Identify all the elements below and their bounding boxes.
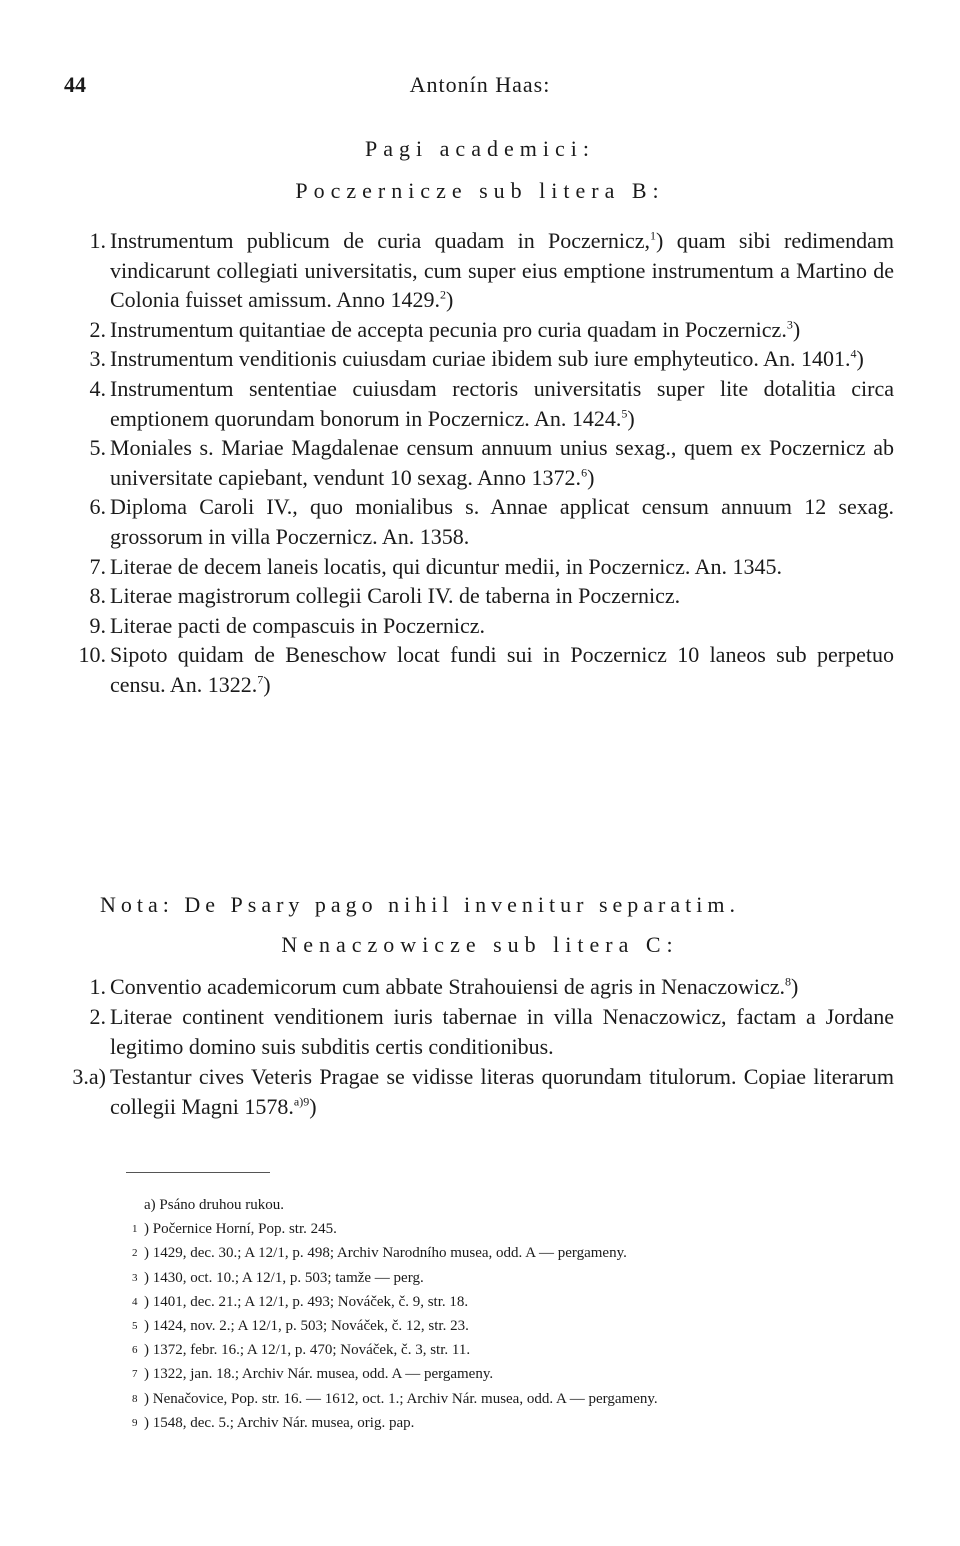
item-text: Moniales s. Mariae Magdalenae censum annuum unius sexag., quem ex Poczernicz ab universitate capiebant, vendunt 10 sexag. Anno 1372.	[110, 435, 894, 490]
item-text: ) quam sibi redimendam vindicarunt collegiati universitatis, cum super eius emptione instrumentum a Martino de Colonia fuisset amissum. Anno 1429.	[110, 228, 895, 313]
footnotes	[132, 1193, 912, 1435]
running-title: Antonín Haas:	[409, 72, 551, 97]
item-text: )	[587, 464, 595, 490]
footnote-text: ) 1322, jan. 18.; Archiv Nár. musea, odd. A — pergameny.	[144, 1366, 494, 1383]
item-text: )	[856, 346, 864, 372]
item-number: 5.	[89, 435, 106, 461]
item-number: 9.	[89, 612, 106, 638]
item-text: Instrumentum publicum de curia quadam in Poczernicz,	[110, 228, 651, 253]
list-item	[70, 611, 894, 641]
list-item	[70, 344, 894, 374]
item-text: )	[309, 1094, 317, 1119]
footnote-divider	[126, 1172, 270, 1173]
footnote-text: ) Počernice Horní, Pop. str. 245.	[144, 1221, 337, 1238]
list-item	[70, 1002, 894, 1062]
item-number: 4.	[89, 375, 106, 401]
item-text: Sipoto quidam de Beneschow locat fundi sui in Poczernicz 10 laneos sub perpetuo censu. An. 1322.	[110, 642, 894, 697]
footnote	[132, 1362, 912, 1386]
list-item	[70, 581, 894, 611]
section-heading-pagi: Pagi academici:	[365, 136, 595, 161]
item-number: 8.	[89, 583, 106, 609]
item-number: 6.	[89, 494, 106, 520]
footnote-mark: 7	[132, 1368, 138, 1381]
footnote	[132, 1266, 912, 1290]
footnote	[132, 1387, 912, 1411]
item-text: )	[791, 974, 799, 999]
item-text: Diploma Caroli IV., quo monialibus s. Annae applicat censum annuum 12 sexag. grossorum in villa Poczernicz. An. 1358.	[110, 494, 894, 549]
item-number: 10.	[78, 642, 106, 668]
item-text: Testantur cives Veteris Pragae se vidisse literas quorundam titulorum. Copiae literarum collegii Magni 1578.	[110, 1064, 894, 1119]
footnote-text: a) Psáno druhou rukou.	[144, 1197, 284, 1213]
list-item	[70, 374, 894, 433]
footnote-text: ) 1424, nov. 2.; A 12/1, p. 503; Nováček, č. 12, str. 23.	[144, 1318, 469, 1335]
footnote	[132, 1193, 912, 1217]
page-header	[0, 72, 960, 106]
footnote	[132, 1338, 912, 1362]
list-item	[70, 552, 894, 582]
nota-psary: Nota: De Psary pago nihil invenitur separatim.	[100, 892, 740, 917]
item-text: Instrumentum venditionis cuiusdam curiae ibidem sub iure emphyteutico. An. 1401.	[110, 346, 851, 372]
footnote-text: ) 1548, dec. 5.; Archiv Nár. musea, orig. pap.	[144, 1414, 415, 1431]
item-number: 3.	[89, 346, 106, 372]
footnote-mark: 8	[132, 1392, 138, 1405]
footnote-mark: 2	[132, 1247, 138, 1260]
footnote-ref: 4	[850, 347, 857, 362]
item-text: )	[792, 316, 801, 342]
item-text: Literae magistrorum collegii Caroli IV. de taberna in Poczernicz.	[110, 583, 681, 609]
footnote	[132, 1217, 912, 1241]
list-nenaczowicze	[70, 972, 894, 1122]
list-item	[70, 226, 894, 315]
footnote-text: ) 1401, dec. 21.; A 12/1, p. 493; Nováček, č. 9, str. 18.	[144, 1293, 469, 1310]
list-item	[70, 492, 894, 551]
item-text: Literae de decem laneis locatis, qui dicuntur medii, in Poczernicz. An. 1345.	[110, 553, 783, 579]
footnote-ref: 1	[650, 228, 657, 243]
footnote	[132, 1411, 912, 1435]
item-number: 2.	[89, 316, 106, 342]
footnote-ref: 7	[257, 672, 264, 687]
footnote-mark: 6	[132, 1344, 138, 1357]
item-text: Literae continent venditionem iuris tabernae in villa Nenaczowicz, factam a Jordane legitimo domino suis subditis certis conditionibus.	[110, 1004, 894, 1059]
item-text: )	[446, 287, 454, 313]
item-text: )	[263, 671, 271, 697]
footnote-text: ) 1372, febr. 16.; A 12/1, p. 470; Nováček, č. 3, str. 11.	[144, 1342, 471, 1359]
item-number: 3.a)	[72, 1064, 106, 1089]
list-item	[70, 1062, 894, 1122]
footnote-text: ) 1429, dec. 30.; A 12/1, p. 498; Archiv Narodního musea, odd. A — pergameny.	[144, 1245, 627, 1262]
footnote-ref: 3	[786, 317, 793, 332]
footnote-ref: 2	[440, 287, 446, 302]
list-item	[70, 972, 894, 1002]
list-item	[70, 640, 894, 699]
footnote	[132, 1241, 912, 1265]
footnote-text: ) 1430, oct. 10.; A 12/1, p. 503; tamže — perg.	[144, 1269, 424, 1286]
list-item	[70, 433, 894, 492]
footnote-mark: 1	[132, 1223, 138, 1236]
footnote-ref: 5	[621, 406, 628, 421]
section-heading-nenaczowicze: Nenaczowicze sub litera C:	[281, 932, 679, 957]
section-heading-poczernicze: Poczernicze sub litera B:	[295, 178, 665, 203]
item-text: Literae pacti de compascuis in Poczernicz.	[110, 612, 486, 638]
list-item	[70, 315, 894, 345]
item-text: Conventio academicorum cum abbate Strahouiensi de agris in Nenaczowicz.	[110, 974, 786, 999]
footnote	[132, 1314, 912, 1338]
item-text: Instrumentum quitantiae de accepta pecunia pro curia quadam in Poczernicz.	[110, 316, 787, 342]
footnote-ref: 8	[785, 974, 792, 989]
item-text: Instrumentum sententiae cuiusdam rectoris universitatis super lite dotalitia circa emptionem quorundam bonorum in Poczernicz. An. 1424.	[110, 375, 894, 431]
item-number: 1.	[89, 974, 106, 999]
footnote-mark: 3	[132, 1271, 138, 1284]
footnote-mark: 5	[132, 1320, 138, 1333]
item-number: 1.	[89, 228, 106, 253]
footnote	[132, 1290, 912, 1314]
footnote-mark: 4	[132, 1295, 138, 1308]
footnote-mark: 9	[132, 1416, 138, 1429]
footnote-ref: a)9	[293, 1094, 310, 1109]
item-text: )	[627, 405, 635, 431]
item-number: 7.	[89, 553, 106, 579]
list-poczernicze	[70, 226, 894, 700]
footnote-ref: 6	[581, 465, 588, 480]
page-number: 44	[64, 72, 86, 97]
item-number: 2.	[89, 1004, 106, 1029]
footnote-text: ) Nenačovice, Pop. str. 16. — 1612, oct. 1.; Archiv Nár. musea, odd. A — pergameny.	[144, 1390, 658, 1407]
